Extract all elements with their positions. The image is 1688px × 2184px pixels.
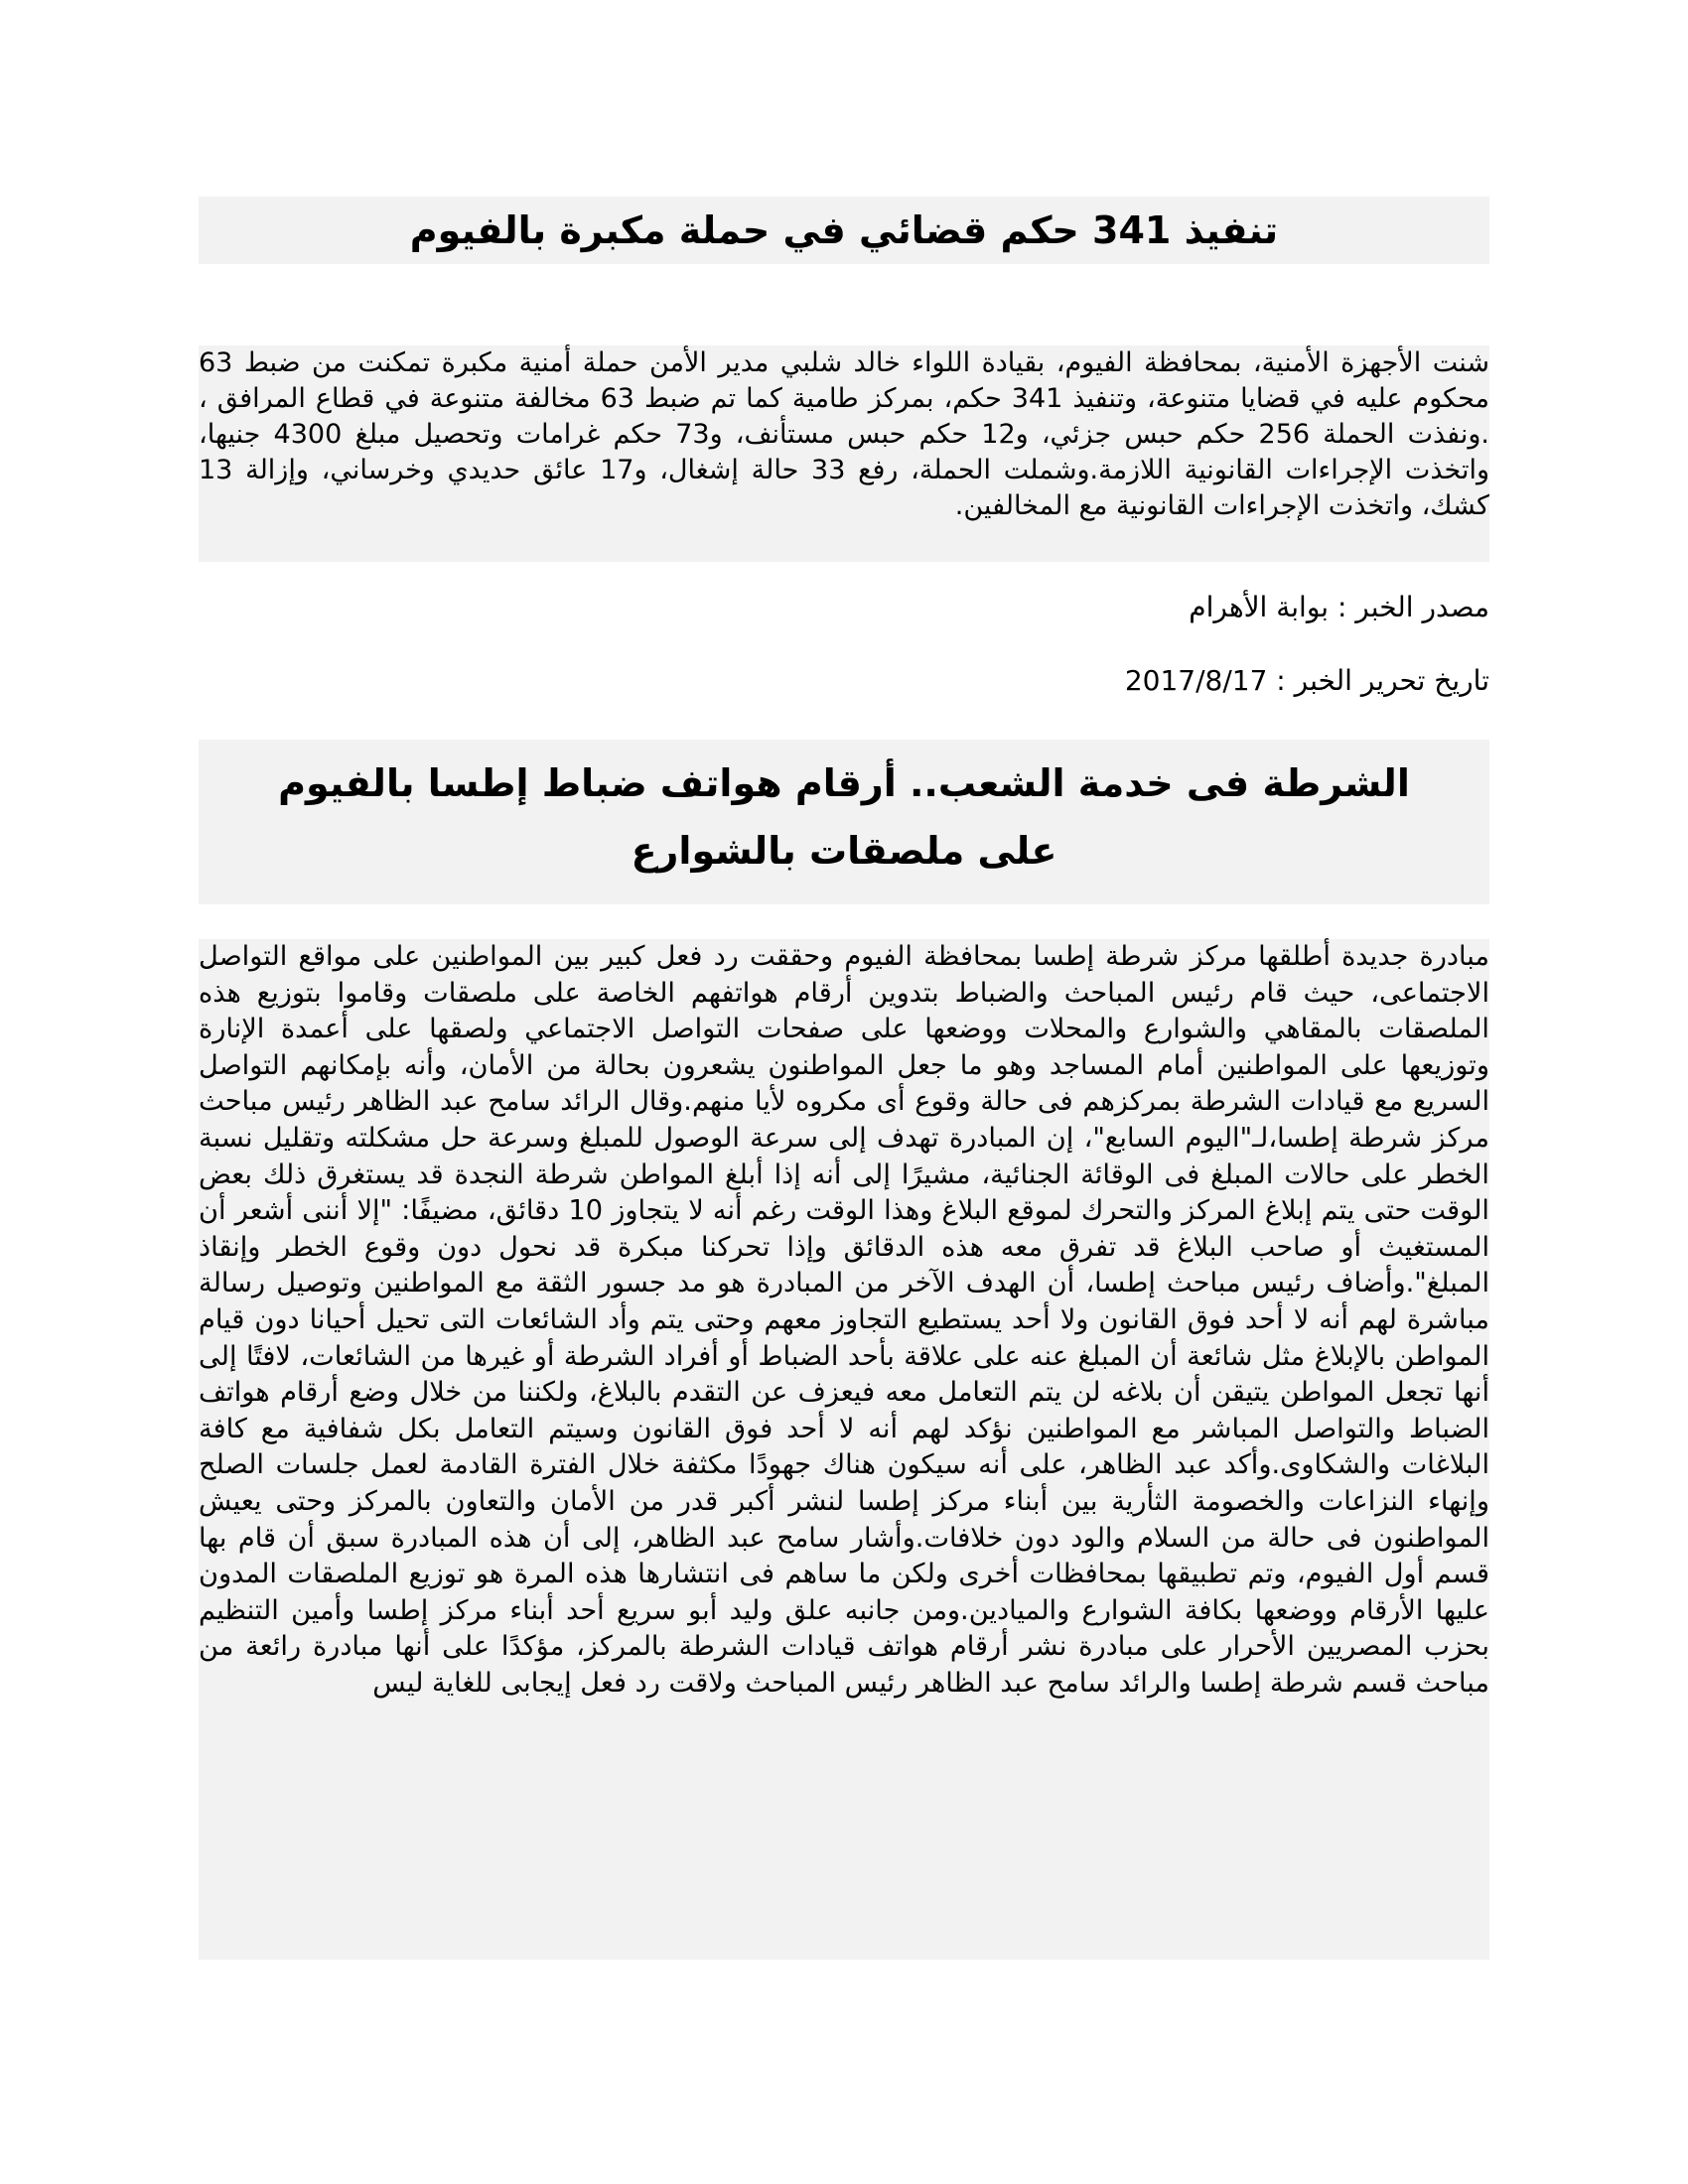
article1-source: مصدر الخبر : بوابة الأهرام [1189,591,1489,623]
article2-body: مبادرة جديدة أطلقها مركز شرطة إطسا بمحافظة الفيوم وحققت رد فعل كبير بين المواطنين على مواقع التواصل الاجتماعى، حيث قام رئيس المباحث والضباط بتدوين أرقام هواتفهم الخاصة على ملصقات وقاموا بتوزيع هذه الملصقات بالمقاهي والشوارع والمحلات ووضعها على صفحات التواصل الاجتماعي ولصقها على أعمدة الإنارة وتوزيعها على المواطنين أمام المساجد وهو ما جعل المواطنون يشعرون بحالة من الأمان، وأنه بإمكانهم التواصل السريع مع قيادات الشرطة بمركزهم فى حالة وقوع أى مكروه لأيا منهم.وقال الرائد سامح عبد الظاهر رئيس مباحث مركز شرطة إطسا،لـ"اليوم السابع"، إن المبادرة تهدف إلى سرعة الوصول للمبلغ وسرعة حل مشكلته وتقليل نسبة الخطر على حالات المبلغ فى الوقائة الجنائية، مشيرًا إلى أنه إذا أبلغ المواطن شرطة النجدة قد يستغرق ذلك بعض الوقت حتى يتم إبلاغ المركز والتحرك لموقع البلاغ وهذا الوقت رغم أنه لا يتجاوز 10 دقائق، مضيفًا: "إلا أننى أشعر أن المستغيث أو صاحب البلاغ قد تفرق معه هذه الدقائق وإذا تحركنا مبكرة قد نحول دون وقوع الخطر وإنقاذ المبلغ".وأضاف رئيس مباحث إطسا، أن الهدف الآخر من المبادرة هو مد جسور الثقة مع المواطنين وتوصيل رسالة مباشرة لهم أنه لا أحد فوق القانون ولا أحد يستطيع التجاوز معهم وحتى يتم وأد الشائعات التى تحيل أحيانا دون قيام المواطن بالإبلاغ مثل شائعة أن المبلغ عنه على علاقة بأحد الضباط أو أفراد الشرطة أو غيرها من الشائعات، لافتًا إلى أنها تجعل المواطن يتيقن أن بلاغه لن يتم التعامل معه فيعزف عن التقدم بالبلاغ، ولكننا من خلال وضع أرقام هواتف الضباط والتواصل المباشر مع المواطنين نؤكد لهم أنه لا أحد فوق القانون وسيتم التعامل بكل شفافية مع كافة البلاغات والشكاوى.وأكد عبد الظاهر، على أنه سيكون هناك جهودًا مكثفة خلال الفترة القادمة لعمل جلسات الصلح وإنهاء النزاعات والخصومة الثأرية بين أبناء مركز إطسا لنشر أكبر قدر من الأمان والتعاون بالمركز وحتى يعيش المواطنون فى حالة من السلام والود دون خلافات.وأشار سامح عبد الظاهر، إلى أن هذه المبادرة سبق أن قام بها قسم أول الفيوم، وتم تطبيقها بمحافظات أخرى ولكن ما ساهم فى انتشارها هذه المرة هو توزيع الملصقات المدون عليها الأرقام ووضعها بكافة الشوارع والميادين.ومن جانبه علق وليد أبو سريع أحد أبناء مركز إطسا وأمين التنظيم بحزب المصريين الأحرار على مبادرة نشر أرقام هواتف قيادات الشرطة بالمركز، مؤكدًا على أنها مبادرة رائعة من مباحث قسم شرطة إطسا والرائد سامح عبد الظاهر رئيس المباحث ولاقت رد فعل إيجابى للغاية ليس [199,939,1489,1960]
article1-date: تاريخ تحرير الخبر : 2017/8/17 [1124,664,1489,697]
article1-body: شنت الأجهزة الأمنية، بمحافظة الفيوم، بقيادة اللواء خالد شلبي مدير الأمن حملة أمنية مكبرة تمكنت من ضبط 63 محكوم عليه في قضايا متنوعة، وتنفيذ 341 حكم، بمركز طامية كما تم ضبط 63 مخالفة متنوعة في قطاع المرافق ، .ونفذت الحملة 256 حكم حبس جزئي، و12 حكم حبس مستأنف، و73 حكم غرامات وتحصيل مبلغ 4300 جنيها، واتخذت الإجراءات القانونية اللازمة.وشملت الحملة، رفع 33 حالة إشغال، و17 عائق حديدي وخرساني، وإزالة 13 كشك، واتخذت الإجراءات القانونية مع المخالفين. [199,345,1489,562]
article2-title: الشرطة فى خدمة الشعب.. أرقام هواتف ضباط إطسا بالفيوم على ملصقات بالشوارع [199,740,1489,904]
article1-title: تنفيذ 341 حكم قضائي في حملة مكبرة بالفيوم [199,197,1489,264]
